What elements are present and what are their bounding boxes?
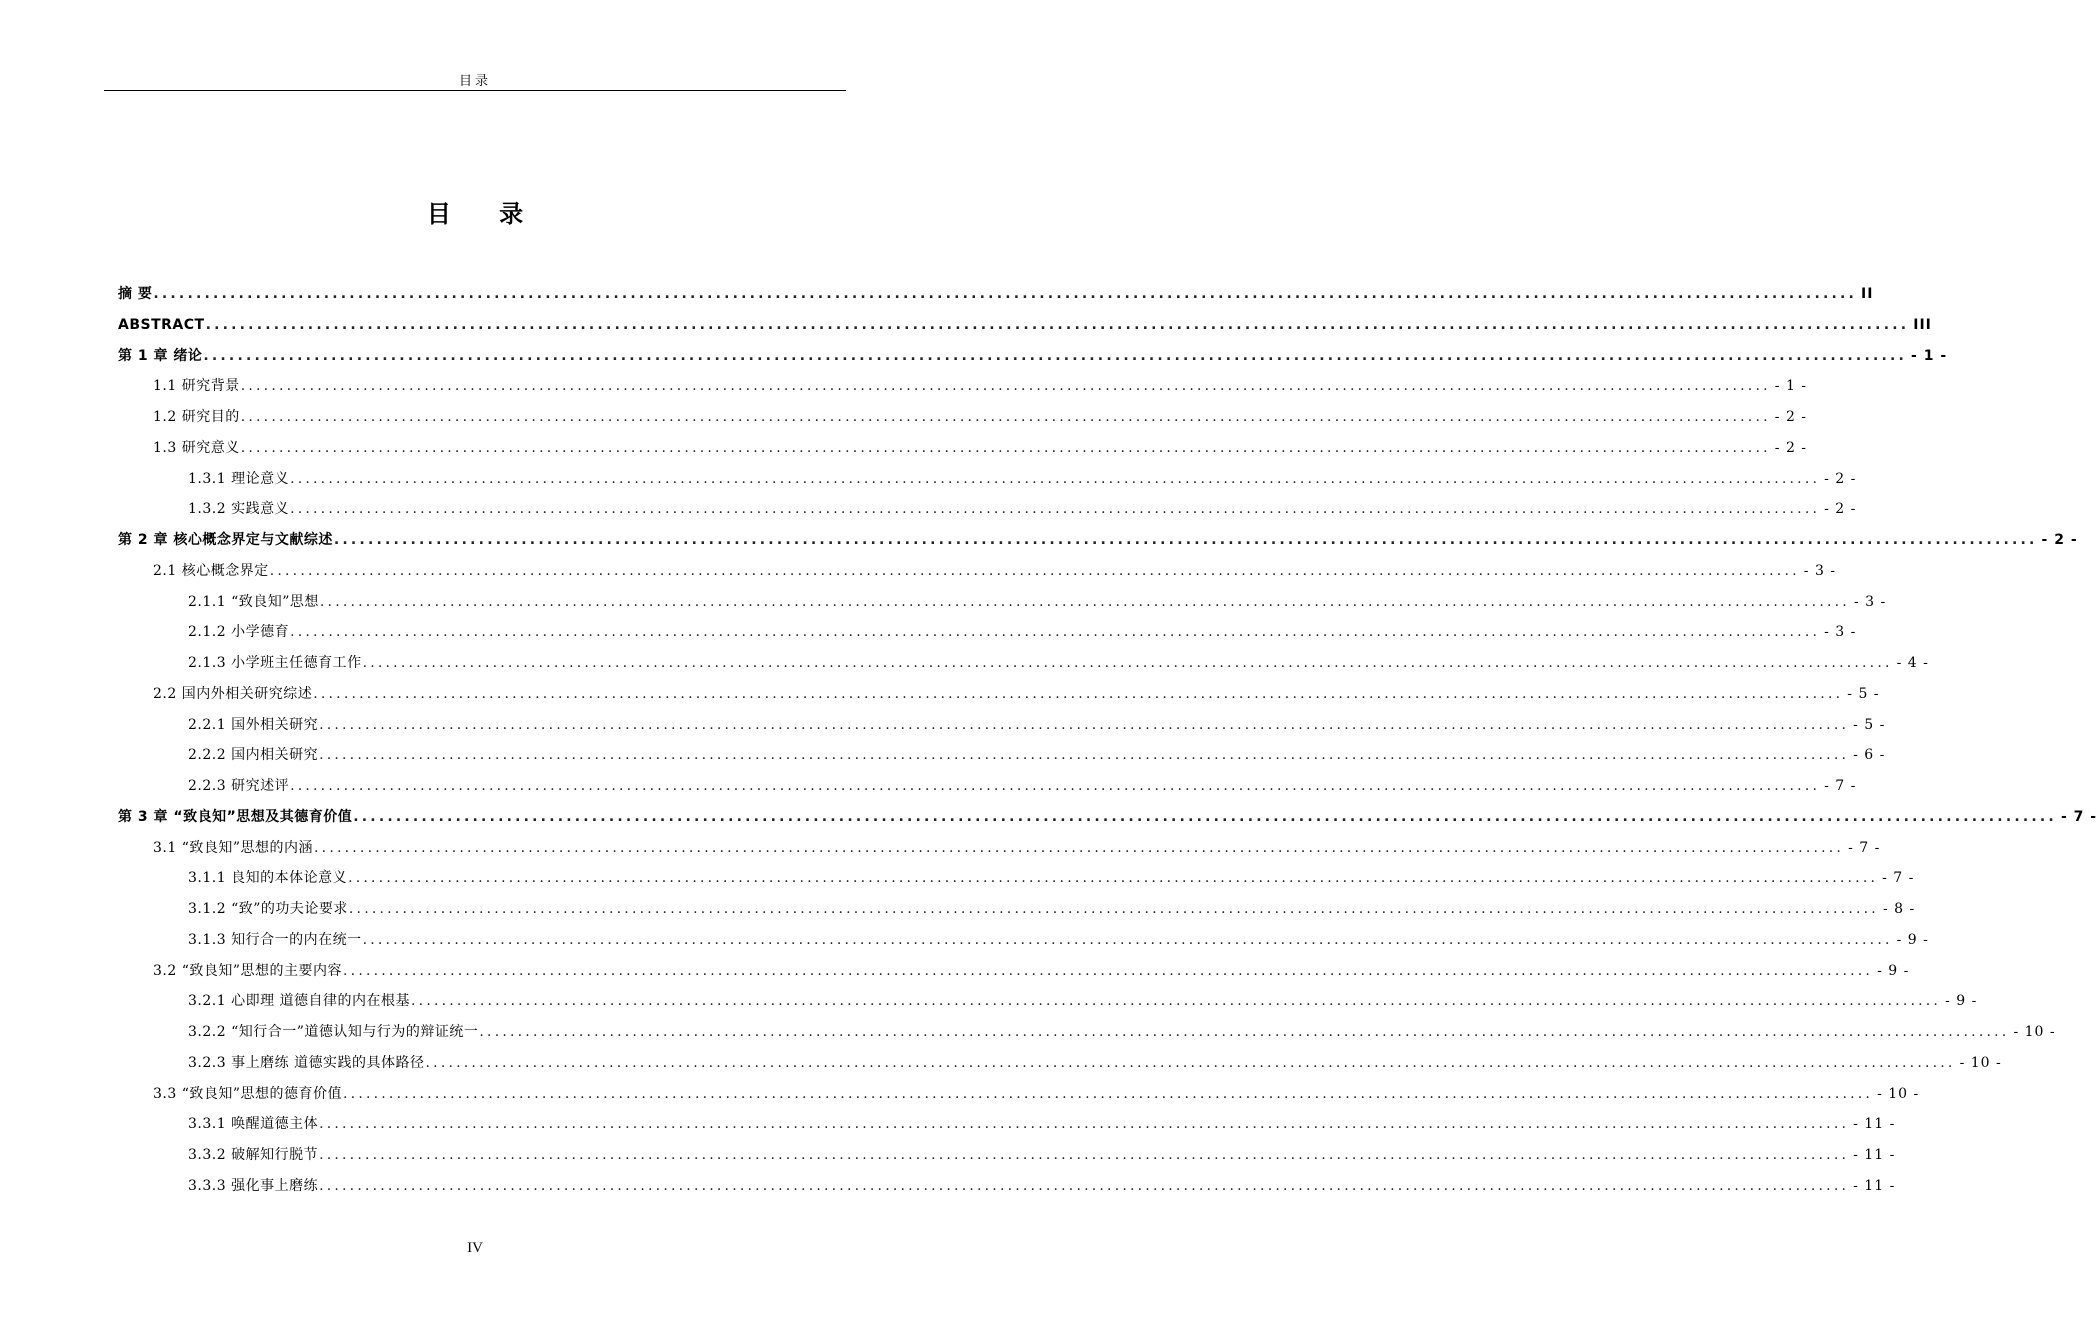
toc-entry-title: 第 3 章 “致良知”思想及其德育价值	[118, 808, 353, 825]
toc-entry-title: 1.2 研究目的	[153, 409, 240, 425]
toc-entry-page: - 11 -	[1853, 1177, 1896, 1194]
toc-entry-title: 3.1 “致良知”思想的内涵	[153, 839, 314, 856]
toc-entry-title: 2.2 国内外相关研究综述	[153, 685, 313, 702]
toc-entry[interactable]	[118, 494, 1857, 525]
toc-entry[interactable]	[118, 464, 1857, 495]
toc-entry-page: - 3 -	[1853, 593, 1887, 610]
toc-entry-title: 3.3 “致良知”思想的德育价值	[153, 1085, 343, 1102]
toc-entry-page: - 7 -	[1882, 870, 1915, 887]
table-of-contents	[118, 279, 2097, 1202]
toc-entry-page: - 1 -	[1774, 378, 1808, 395]
dot-leader: ........................................................................................................................................................................................................	[343, 1085, 1874, 1102]
toc-entry-page: - 1 -	[1911, 347, 1948, 364]
page-number: IV	[467, 1240, 483, 1256]
toc-entry[interactable]	[118, 617, 1857, 648]
toc-entry[interactable]	[118, 986, 1978, 1017]
toc-entry-title: 2.1.3 小学班主任德育工作	[188, 655, 362, 671]
toc-entry[interactable]	[118, 279, 1874, 310]
toc-entry-page: - 7 -	[2060, 808, 2097, 825]
toc-entry-page: - 11 -	[1853, 1116, 1896, 1133]
toc-entry[interactable]	[118, 310, 1932, 341]
toc-entry[interactable]	[118, 1048, 2002, 1079]
toc-entry[interactable]	[118, 1079, 1920, 1110]
toc-entry-page: - 6 -	[1853, 747, 1886, 764]
toc-entry-title: 1.3 研究意义	[153, 439, 240, 456]
toc-entry[interactable]	[118, 341, 1948, 372]
toc-entry-title: 3.3.1 唤醒道德主体	[188, 1116, 319, 1133]
toc-entry-page: - 3 -	[1824, 624, 1857, 641]
toc-entry-page: - 5 -	[1847, 685, 1880, 702]
dot-leader: ........................................................................................................................................................................................................	[362, 931, 1893, 948]
toc-entry[interactable]	[118, 771, 1857, 802]
toc-entry-page: III	[1913, 316, 1932, 333]
dot-leader: ........................................................................................................................................................................................................	[479, 1024, 2010, 1040]
toc-entry-page: - 5 -	[1853, 716, 1886, 733]
dot-leader: ........................................................................................................................................................................................................	[153, 286, 1858, 302]
dot-leader: ........................................................................................................................................................................................................	[319, 1177, 1850, 1194]
toc-entry[interactable]	[118, 956, 1910, 987]
toc-entry-title: 3.2.3 事上磨练 道德实践的具体路径	[188, 1054, 425, 1071]
toc-entry[interactable]	[118, 740, 1886, 771]
toc-entry-title: 3.2.1 心即理 道德自律的内在根基	[188, 993, 411, 1010]
toc-entry-title: 3.1.1 良知的本体论意义	[188, 870, 348, 887]
toc-entry-page: - 10 -	[1877, 1085, 1920, 1102]
dot-leader: ........................................................................................................................................................................................................	[319, 1116, 1850, 1133]
dot-leader: ........................................................................................................................................................................................................	[319, 716, 1850, 733]
toc-entry-title: 2.1.1 “致良知”思想	[188, 593, 319, 610]
dot-leader: ........................................................................................................................................................................................................	[313, 685, 1844, 702]
toc-entry-title: ABSTRACT	[118, 316, 205, 333]
page-title: 目 录	[426, 200, 544, 228]
toc-entry[interactable]	[118, 587, 1887, 618]
toc-entry-title: 2.2.1 国外相关研究	[188, 716, 319, 733]
toc-entry-title: 摘 要	[118, 286, 153, 302]
toc-entry-page: - 8 -	[1882, 901, 1916, 917]
header-rule	[104, 90, 846, 91]
toc-entry[interactable]	[118, 925, 1929, 956]
toc-entry[interactable]	[118, 371, 1808, 402]
dot-leader: ........................................................................................................................................................................................................	[333, 532, 2038, 548]
toc-entry-title: 2.2.2 国内相关研究	[188, 747, 319, 764]
toc-entry-page: - 9 -	[1896, 931, 1929, 948]
dot-leader: ........................................................................................................................................................................................................	[348, 870, 1879, 887]
dot-leader: ........................................................................................................................................................................................................	[240, 439, 1771, 456]
dot-leader: ........................................................................................................................................................................................................	[269, 562, 1800, 579]
toc-entry-title: 1.1 研究背景	[153, 378, 240, 395]
dot-leader: ........................................................................................................................................................................................................	[290, 501, 1821, 518]
toc-entry-page: - 9 -	[1877, 962, 1910, 979]
toc-entry[interactable]	[118, 802, 2097, 833]
running-header: 目录	[458, 74, 491, 89]
toc-entry-page: - 3 -	[1803, 562, 1837, 579]
dot-leader: ........................................................................................................................................................................................................	[240, 378, 1771, 395]
toc-entry-page: - 2 -	[1774, 409, 1808, 425]
dot-leader: ........................................................................................................................................................................................................	[411, 993, 1942, 1010]
toc-entry[interactable]	[118, 894, 1916, 925]
toc-entry-title: 3.1.3 知行合一的内在统一	[188, 931, 362, 948]
toc-entry-title: 3.2 “致良知”思想的主要内容	[153, 962, 343, 979]
toc-entry-title: 2.1 核心概念界定	[153, 562, 269, 579]
dot-leader: ........................................................................................................................................................................................................	[314, 839, 1845, 856]
toc-entry-title: 第 2 章 核心概念界定与文献综述	[118, 532, 333, 548]
toc-entry-page: II	[1861, 286, 1874, 302]
toc-entry-page: - 2 -	[1824, 470, 1857, 487]
toc-entry-page: - 2 -	[1824, 501, 1857, 518]
dot-leader: ........................................................................................................................................................................................................	[319, 747, 1850, 764]
toc-entry-title: 3.3.2 破解知行脱节	[188, 1147, 319, 1163]
dot-leader: ........................................................................................................................................................................................................	[353, 808, 2057, 825]
dot-leader: ........................................................................................................................................................................................................	[348, 901, 1879, 917]
toc-entry[interactable]	[118, 679, 1880, 710]
toc-entry-page: - 7 -	[1824, 778, 1857, 794]
toc-entry-title: 1.3.2 实践意义	[188, 501, 290, 518]
dot-leader: ........................................................................................................................................................................................................	[203, 347, 1908, 364]
toc-entry-title: 第 1 章 绪论	[118, 347, 203, 364]
toc-entry[interactable]	[118, 710, 1886, 741]
toc-entry[interactable]	[118, 433, 1808, 464]
dot-leader: ........................................................................................................................................................................................................	[319, 1147, 1850, 1163]
toc-entry-title: 3.3.3 强化事上磨练	[188, 1177, 319, 1194]
toc-entry-title: 1.3.1 理论意义	[188, 470, 290, 487]
dot-leader: ........................................................................................................................................................................................................	[205, 316, 1910, 333]
toc-entry[interactable]	[118, 525, 2078, 556]
toc-entry-title: 3.2.2 “知行合一”道德认知与行为的辩证统一	[188, 1024, 479, 1040]
toc-entry-page: - 10 -	[2013, 1024, 2056, 1040]
toc-entry[interactable]	[118, 863, 1915, 894]
dot-leader: ........................................................................................................................................................................................................	[290, 470, 1821, 487]
toc-entry-title: 2.2.3 研究述评	[188, 778, 290, 794]
toc-entry-page: - 7 -	[1848, 839, 1881, 856]
dot-leader: ........................................................................................................................................................................................................	[343, 962, 1874, 979]
toc-entry-page: - 11 -	[1853, 1147, 1896, 1163]
toc-entry-title: 3.1.2 “致”的功夫论要求	[188, 901, 348, 917]
toc-entry-page: - 2 -	[2041, 532, 2078, 548]
toc-entry[interactable]	[118, 1140, 1896, 1171]
toc-entry[interactable]	[118, 648, 1929, 679]
toc-entry[interactable]	[118, 1017, 2056, 1048]
toc-entry-page: - 4 -	[1896, 655, 1929, 671]
toc-entry[interactable]	[118, 556, 1837, 587]
toc-entry-title: 2.1.2 小学德育	[188, 624, 290, 641]
toc-entry-page: - 10 -	[1959, 1054, 2002, 1071]
dot-leader: ........................................................................................................................................................................................................	[362, 655, 1893, 671]
toc-entry[interactable]	[118, 402, 1808, 433]
dot-leader: ........................................................................................................................................................................................................	[290, 624, 1821, 641]
dot-leader: ........................................................................................................................................................................................................	[240, 409, 1771, 425]
toc-entry-page: - 2 -	[1774, 439, 1808, 456]
toc-entry-page: - 9 -	[1945, 993, 1978, 1010]
dot-leader: ........................................................................................................................................................................................................	[290, 778, 1821, 794]
dot-leader: ........................................................................................................................................................................................................	[319, 593, 1850, 610]
toc-entry[interactable]	[118, 1171, 1896, 1202]
toc-entry[interactable]	[118, 1109, 1896, 1140]
toc-entry[interactable]	[118, 833, 1881, 864]
dot-leader: ........................................................................................................................................................................................................	[425, 1054, 1956, 1071]
